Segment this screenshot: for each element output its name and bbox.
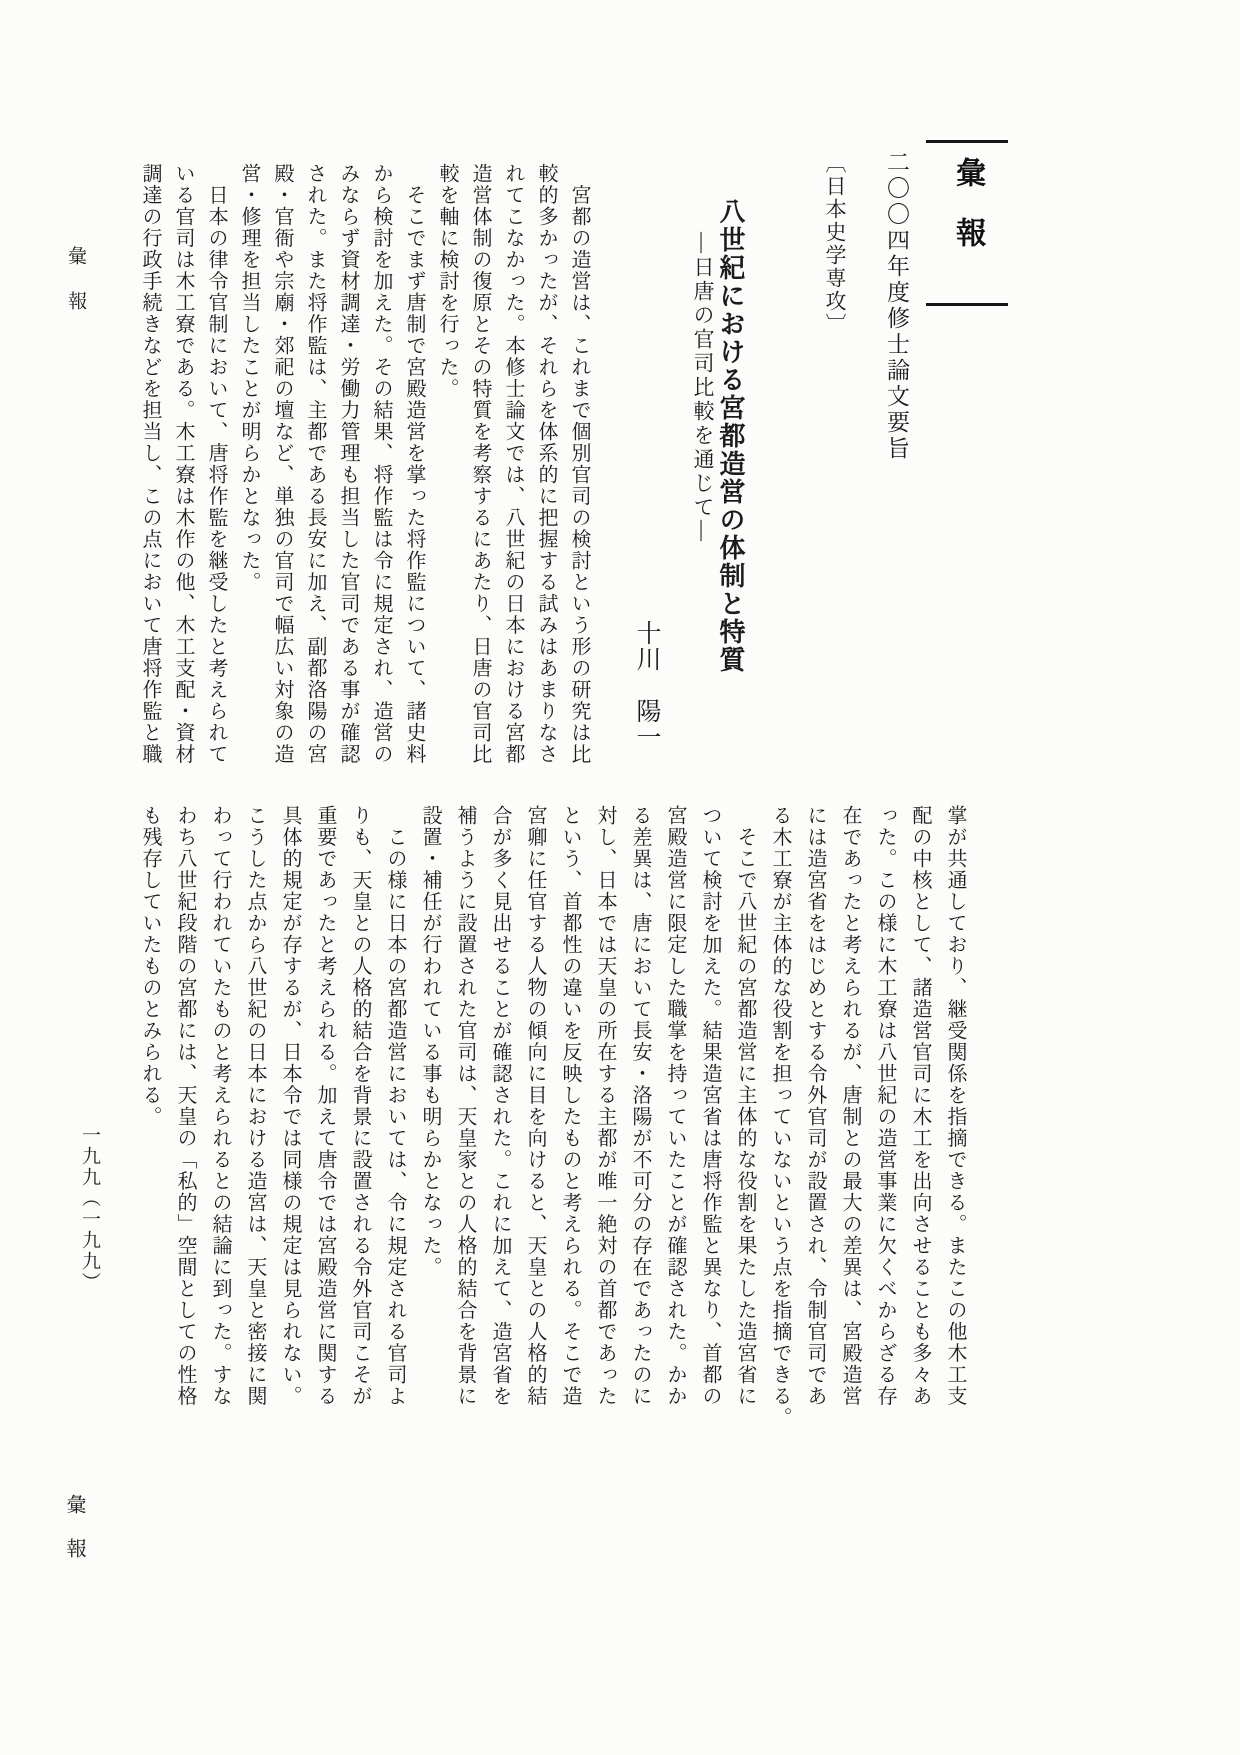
text-column: 営・修理を担当したことが明らかとなった。 xyxy=(238,163,260,593)
text-column: った。この様に木工寮は八世紀の造営事業に欠くべからざる存 xyxy=(874,805,896,1407)
text-column: 合が多く見出せることが確認された。これに加えて、造宮省を xyxy=(489,805,511,1407)
text-column: いる官司は木工寮である。木工寮は木作の他、木工支配・資材 xyxy=(172,163,194,765)
text-column: る差異は、唐において長安・洛陽が不可分の存在であったのに xyxy=(629,805,651,1407)
text-column: という、首都性の違いを反映したものと考えられる。そこで造 xyxy=(559,805,581,1407)
issue-heading: 二〇〇四年度修士論文要旨 xyxy=(884,150,909,462)
text-column: わち八世紀段階の宮都には、天皇の「私的」空間としての性格 xyxy=(174,805,196,1407)
text-column: りも、天皇との人格的結合を背景に設置される令外官司こそが xyxy=(349,805,371,1407)
body-upper-band xyxy=(133,163,595,763)
body-lower-band xyxy=(132,805,972,1429)
text-column: そこでまず唐制で宮殿造営を掌った将作監について、諸史料 xyxy=(403,163,425,765)
running-title-top: 彙報 xyxy=(65,246,86,336)
text-column: 対し、日本では天皇の所在する主都が唯一絶対の首都であった xyxy=(594,805,616,1407)
text-column: から検討を加えた。その結果、将作監は令に規定され、造営の xyxy=(370,163,392,765)
text-column: 宮都の造営は、これまで個別官司の検討という形の研究は比 xyxy=(568,163,590,765)
text-column: 日本の律令官制において、唐将作監を継受したと考えられて xyxy=(205,163,227,765)
text-column: この様に日本の宮都造営においては、令に規定される官司よ xyxy=(384,805,406,1407)
text-column: こうした点から八世紀の日本における造宮は、天皇と密接に関 xyxy=(244,805,266,1407)
article-subtitle: ―日唐の官司比較を通じて― xyxy=(691,232,715,544)
text-column: 造営体制の復原とその特質を考察するにあたり、日唐の官司比 xyxy=(469,163,491,765)
text-column: 殿・官衙や宗廟・郊祀の壇など、単独の官司で幅広い対象の造 xyxy=(271,163,293,765)
text-column: 較を軸に検討を行った。 xyxy=(436,163,458,400)
text-column: 掌が共通しており、継受関係を指摘できる。またこの他木工支 xyxy=(944,805,966,1407)
text-column: ついて検討を加えた。結果造宮省は唐将作監と異なり、首都の xyxy=(699,805,721,1407)
text-column: 配の中核として、諸造営官司に木工を出向させることも多々あ xyxy=(909,805,931,1407)
article-title: 八世紀における宮都造営の体制と特質 xyxy=(716,198,745,674)
text-column: された。また将作監は、主都である長安に加え、副都洛陽の宮 xyxy=(304,163,326,765)
text-column: 在であったと考えられるが、唐制との最大の差異は、宮殿造営 xyxy=(839,805,861,1407)
text-column: 補うように設置された官司は、天皇家との人格的結合を背景に xyxy=(454,805,476,1407)
text-column: 宮殿造営に限定した職掌を持っていたことが確認された。かか xyxy=(664,805,686,1407)
section-header-box xyxy=(926,140,1008,306)
section-header: 彙報 xyxy=(951,157,984,277)
text-column: も残存していたものとみられる。 xyxy=(139,805,161,1128)
text-column: そこで八世紀の宮都造営に主体的な役割を果たした造宮省に xyxy=(734,805,756,1407)
text-column: わって行われていたものと考えられるとの結論に到った。すな xyxy=(209,805,231,1407)
text-column: 宮卿に任官する人物の傾向に目を向けると、天皇との人格的結 xyxy=(524,805,546,1407)
page-number: 一九九（一九九） xyxy=(79,1125,100,1293)
text-column: る木工寮が主体的な役割を担っていないという点を指摘できる。 xyxy=(769,805,791,1429)
text-column: 較的多かったが、それらを体系的に把握する試みはあまりなさ xyxy=(535,163,557,765)
author-name: 十川 陽一 xyxy=(633,620,660,750)
text-column: みならず資材調達・労働力管理も担当した官司である事が確認 xyxy=(337,163,359,765)
running-title-bottom: 彙報 xyxy=(63,1494,85,1582)
text-column: には造宮省をはじめとする令外官司が設置され、令制官司であ xyxy=(804,805,826,1407)
text-column: 具体的規定が存するが、日本令では同様の規定は見られない。 xyxy=(279,805,301,1407)
text-column: 調達の行政手続きなどを担当し、この点において唐将作監と職 xyxy=(139,163,161,765)
text-column: 重要であったと考えられる。加えて唐令では宮殿造営に関する xyxy=(314,805,336,1407)
program-label: 〔日本史学専攻〕 xyxy=(823,152,847,336)
text-column: れてこなかった。本修士論文では、八世紀の日本における宮都 xyxy=(502,163,524,765)
text-column: 設置・補任が行われている事も明らかとなった。 xyxy=(419,805,441,1278)
